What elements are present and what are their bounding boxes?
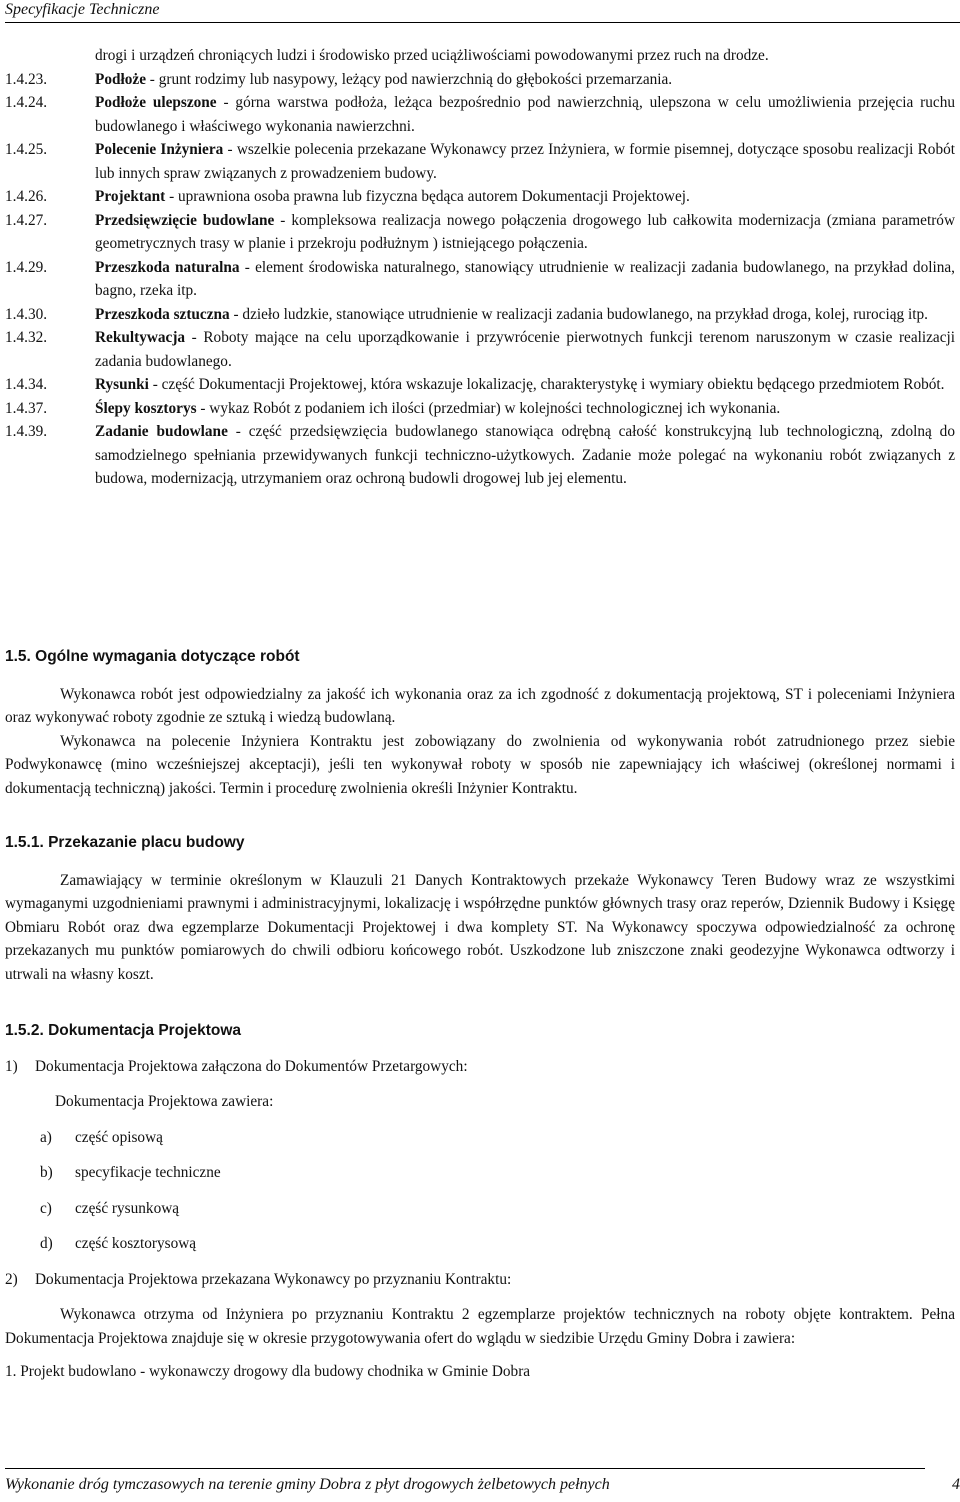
page-header [5, 0, 955, 22]
list-marker: 1) [5, 1057, 18, 1075]
header-title: Specyfikacje Techniczne [5, 1, 160, 18]
definition-text: - część Dokumentacji Projektowej, która wskazuje lokalizację, charakterystykę i wymiary obiektu będącego przedmiotem Robót. [148, 376, 945, 393]
section-heading: 1.5.1. Przekazanie placu budowy [5, 834, 245, 851]
definition-number: 1.4.30. [5, 305, 48, 323]
list-item [5, 1055, 955, 1079]
definition-number: 1.4.39. [5, 423, 48, 440]
paragraph: Zamawiający w terminie określonym w Klauzuli 21 Danych Kontraktowych przekaże Wykonawcy Teren Budowy wraz ze wszystkimi wymaganymi uzgodnieniami prawnymi i administracyjnymi, lokalizację i współrzędne punktów głównych trasy oraz reperów, Dziennik Budowy i Księgę Obmiaru Robót oraz dwa egzemplarze Dokumentacji Projektowej i dwa komplety ST. Na Wykonawcy spoczywa odpowiedzialność za ochronę przekazanych mu punktów pomiarowych do chwili odbioru końcowego robót. Uszkodzone lub zniszczone znaki geodezyjne Wykonawca odtworzy i utrwali na własny koszt. [5, 871, 955, 983]
definition-item: drogi i urządzeń chroniących ludzi i środowisko przed uciążliwościami powodowanymi przez ruch na drodze. [95, 47, 769, 64]
definition-number: 1.4.24. [5, 94, 48, 111]
definition-text: - wykaz Robót z podaniem ich ilości (przedmiar) w kolejności technologicznej ich wykonania. [196, 399, 781, 417]
paragraph: Wykonawca robót jest odpowiedzialny za jakość ich wykonania oraz za ich zgodność z dokumentacją projektową, ST i poleceniami Inżyniera oraz wykonywać roboty zgodnie ze sztuką i wiedzą budowlaną. [5, 685, 955, 726]
list-item [5, 1268, 955, 1292]
sub-list-marker: a) [40, 1128, 52, 1146]
definition-text: - wszelkie polecenia przekazane Wykonawcy przez Inżyniera, w formie pisemnej, dotyczące sposobu realizacji Robót lub innych spraw związanych z prowadzeniem budowy. [95, 141, 955, 182]
page-number: 4 [952, 1476, 960, 1493]
contains-label: Dokumentacja Projektowa zawiera: [55, 1093, 274, 1110]
definition-item [5, 373, 955, 397]
sub-list-text: specyfikacje techniczne [75, 1164, 221, 1181]
definition-item [5, 256, 955, 303]
definitions-list [5, 44, 955, 491]
document-list-entry: 1. Projekt budowlano - wykonawczy drogowy dla budowy chodnika w Gminie Dobra [5, 1363, 531, 1380]
definition-item [5, 303, 955, 327]
definition-term: Ślepy kosztorys [95, 399, 197, 417]
footer-rule [5, 1468, 925, 1469]
definition-text: - element środowiska naturalnego, stanowiący utrudnienie w realizacji zadania budowlanego, na przykład dolina, bagno, rzeka itp. [95, 258, 955, 299]
definition-item [5, 138, 955, 185]
section-1-5 [5, 645, 955, 800]
definition-term: Zadanie budowlane [95, 423, 228, 440]
definition-number: 1.4.23. [5, 70, 48, 88]
sub-list-marker: d) [40, 1235, 53, 1252]
definition-item [5, 326, 955, 373]
definition-term: Rysunki [95, 376, 149, 393]
sub-list-item [5, 1126, 955, 1150]
list-text: Dokumentacja Projektowa przekazana Wykonawcy po przyznaniu Kontraktu: [35, 1270, 512, 1288]
definition-item [5, 209, 955, 256]
section-1-5-2 [5, 1019, 955, 1384]
header-rule [5, 22, 960, 23]
definition-item [5, 68, 955, 92]
definition-term: Rekultywacja [95, 329, 186, 346]
sub-list-text: część rysunkową [75, 1199, 180, 1217]
definition-term: Przedsięwzięcie budowlane [95, 211, 275, 229]
definition-text: - górna warstwa podłoża, leżąca bezpośrednio pod nawierzchnią, ulepszona w celu umożliwienia przejęcia ruchu budowlanego i właściwego wykonania nawierzchni. [95, 94, 955, 135]
sub-list-marker: b) [40, 1164, 53, 1181]
definition-text: - dzieło ludzkie, stanowiące utrudnienie w realizacji zadania budowlanego, na przykład droga, kolej, rurociąg itp. [229, 305, 928, 323]
list-text: Dokumentacja Projektowa załączona do Dokumentów Przetargowych: [35, 1057, 468, 1075]
definition-number: 1.4.29. [5, 258, 48, 276]
definition-number: 1.4.27. [5, 211, 48, 229]
sub-list-marker: c) [40, 1199, 52, 1217]
sub-list-item [5, 1197, 955, 1221]
definition-term: Polecenie Inżyniera [95, 141, 224, 158]
definition-term: Przeszkoda sztuczna [95, 305, 230, 323]
definition-number: 1.4.26. [5, 188, 48, 205]
definition-number: 1.4.25. [5, 141, 48, 158]
definition-number: 1.4.34. [5, 376, 48, 393]
definition-item [5, 397, 955, 421]
definition-item [5, 420, 955, 491]
definition-text: - grunt rodzimy lub nasypowy, leżący pod nawierzchnią do głębokości przemarzania. [145, 70, 673, 88]
definition-term: Podłoże ulepszone [95, 94, 217, 111]
list-marker: 2) [5, 1270, 18, 1288]
sub-list-text: część kosztorysową [75, 1235, 197, 1252]
section-heading: 1.5. Ogólne wymagania dotyczące robót [5, 648, 300, 665]
definition-item [5, 185, 955, 209]
section-heading: 1.5.2. Dokumentacja Projektowa [5, 1022, 242, 1039]
definition-number: 1.4.37. [5, 399, 48, 417]
paragraph: Wykonawca otrzyma od Inżyniera po przyznaniu Kontraktu 2 egzemplarze projektów technicznych na roboty objęte kontraktem. Pełna Dokumentacja Projektowa znajduje się w okresie przygotowywania ofert do wglądu w siedzibie Urzędu Gminy Dobra i zawiera: [5, 1306, 955, 1347]
definition-term: Podłoże [95, 70, 146, 88]
section-1-5-1 [5, 831, 955, 986]
sub-list-item [5, 1161, 955, 1185]
definition-number: 1.4.32. [5, 329, 48, 346]
definition-term: Przeszkoda naturalna [95, 258, 240, 276]
definition-text: - kompleksowa realizacja nowego połączenia drogowego lub całkowita modernizacja (zmiana parametrów geometrycznych trasy w planie i przekroju podłużnym ) istniejącego połączenia. [95, 211, 956, 252]
sub-list-text: część opisową [75, 1128, 163, 1146]
paragraph: Wykonawca na polecenie Inżyniera Kontraktu jest zobowiązany do zwolnienia od wykonywania robót zatrudnionego przez siebie Podwykonawcę (mino wcześniejszej akceptacji), jeśli ten wykonywał roboty w sposób nie zapewniający ich właściwej (określonej normami i dokumentacją techniczną) jakości. Termin i procedurę zwolnienia określi Inżynier Kontraktu. [5, 732, 955, 797]
footer-title: Wykonanie dróg tymczasowych na terenie gminy Dobra z płyt drogowych żelbetowych pełnych [5, 1476, 610, 1493]
definition-item [5, 91, 955, 138]
sub-list-item [5, 1232, 955, 1256]
definition-text: - część przedsięwzięcia budowlanego stanowiąca odrębną całość konstrukcyjną lub technologiczną, zdolną do samodzielnego spełniania przewidywanych funkcji techniczno-użytkowych. Zadanie może polegać na wykonaniu robót związanych z budowa, modernizacją, utrzymaniem oraz ochroną budowli drogowej lub jej elementu. [95, 423, 955, 487]
definition-term: Projektant [95, 188, 166, 205]
page-footer [5, 1468, 960, 1498]
definition-text: - uprawniona osoba prawna lub fizyczna będąca autorem Dokumentacji Projektowej. [165, 188, 690, 205]
definition-text: - Roboty mające na celu uporządkowanie i przywrócenie pierwotnych funkcji terenom naruszonym w czasie realizacji zadania budowlanego. [95, 329, 955, 370]
